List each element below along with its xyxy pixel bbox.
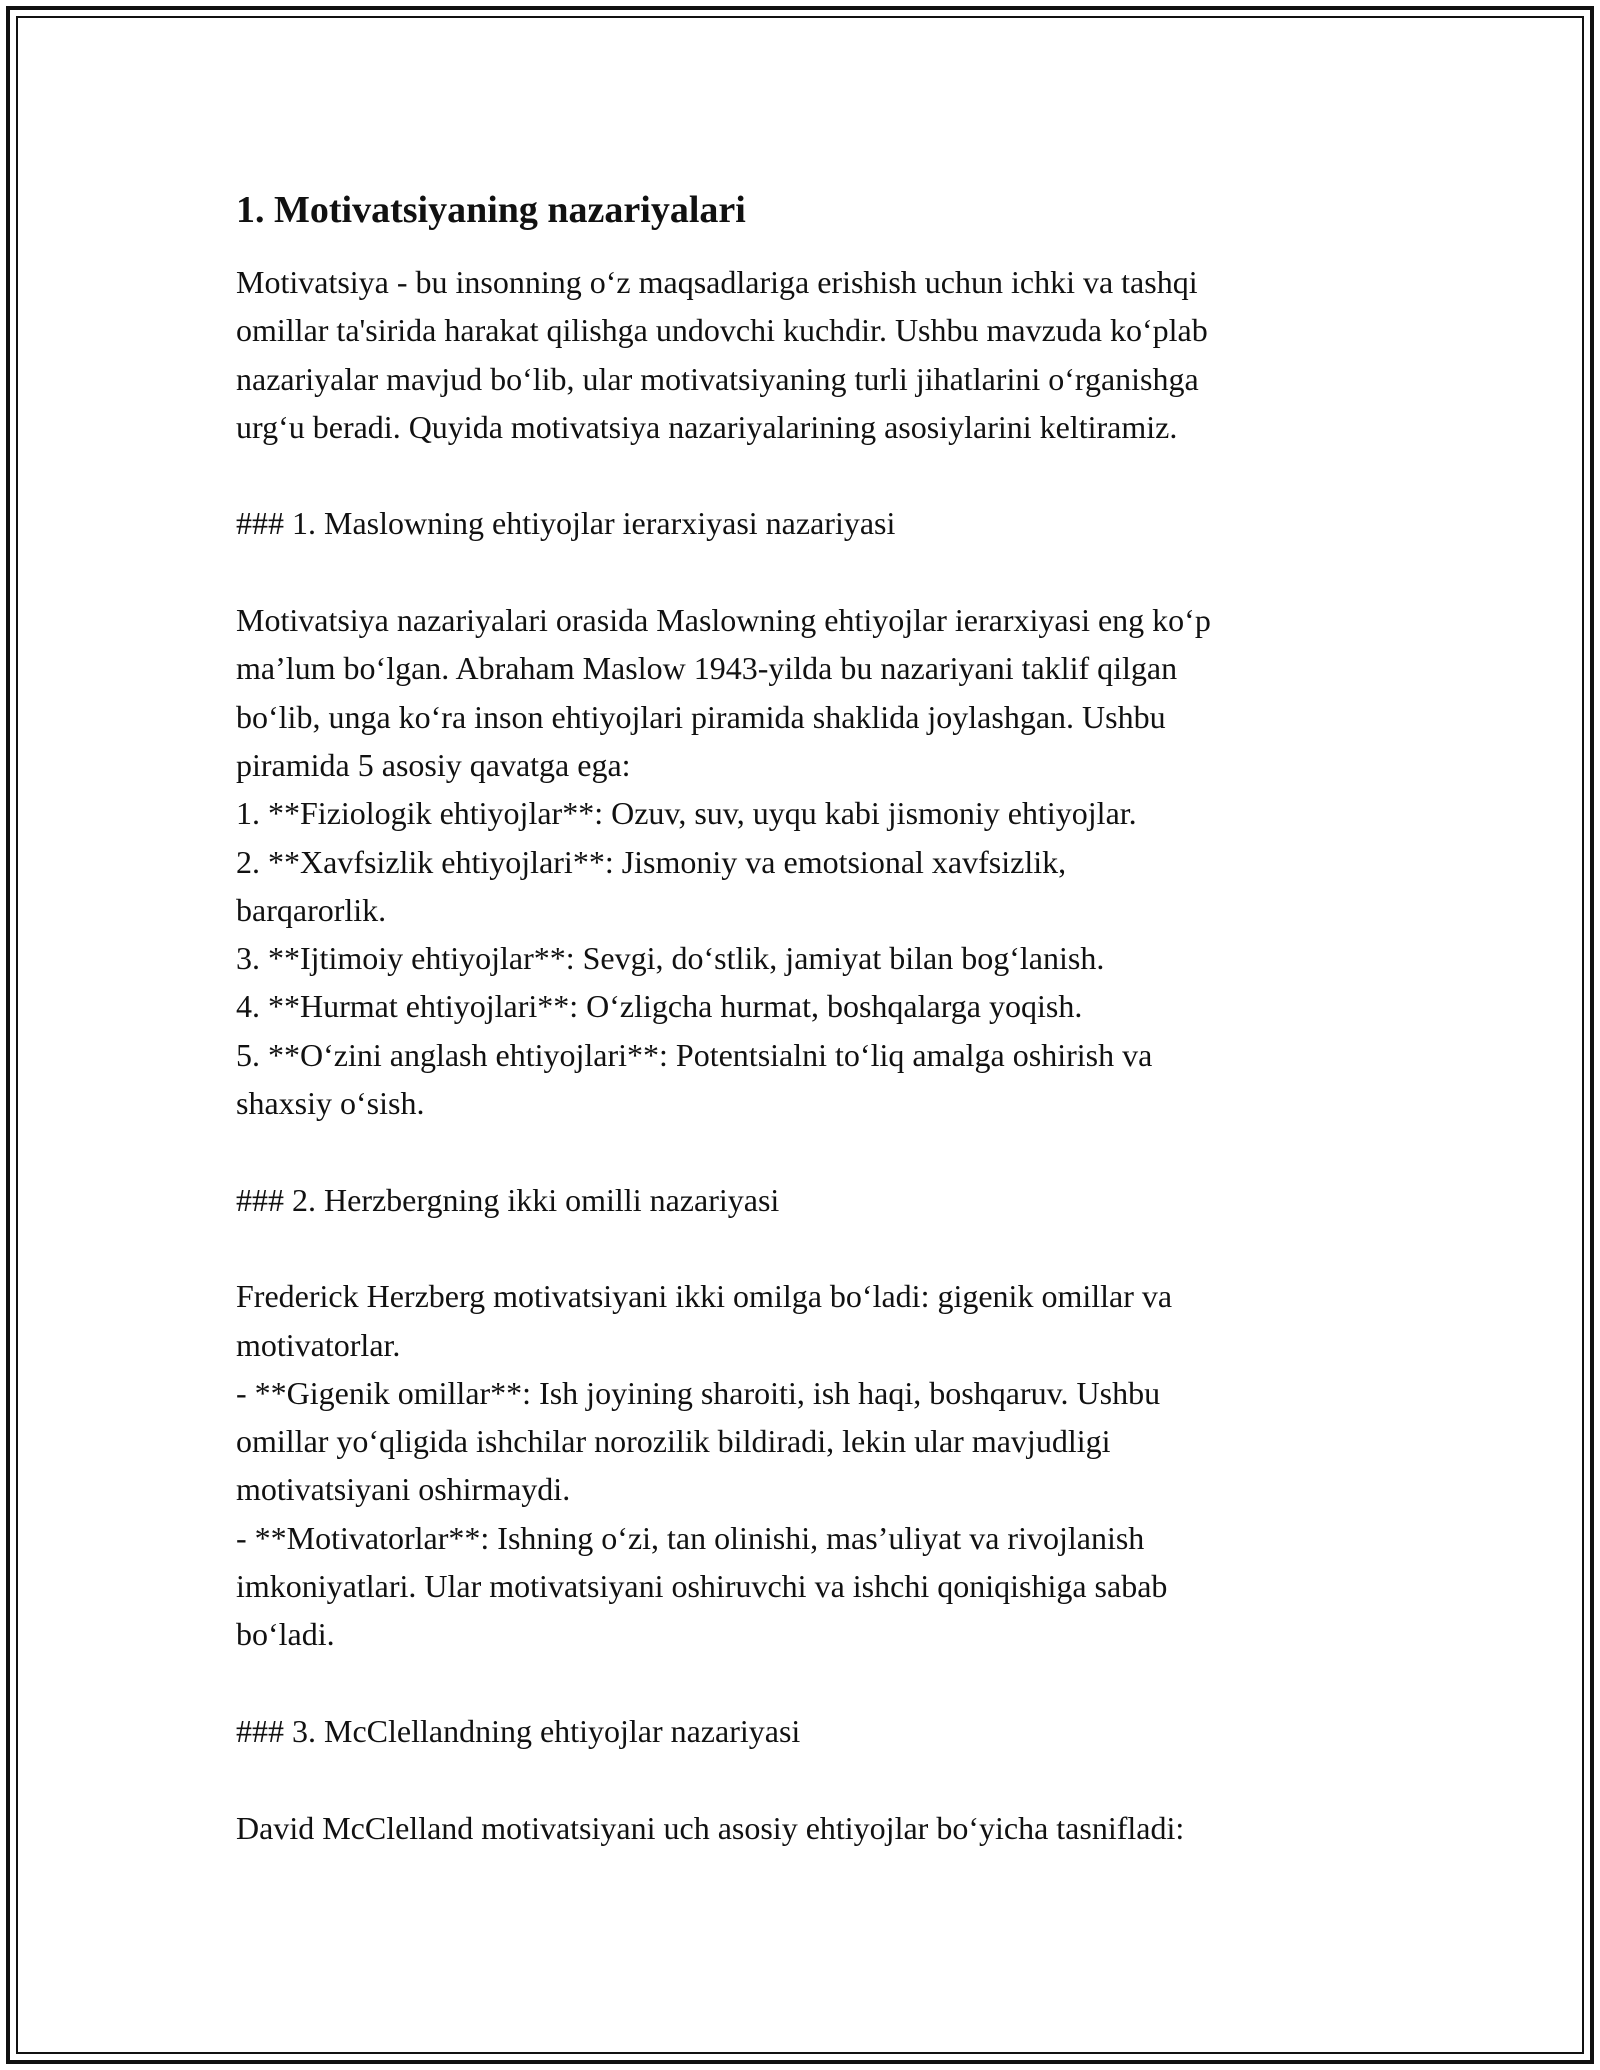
intro-line: omillar ta'sirida harakat qilishga undovchi kuchdir. Ushbu mavzuda ko‘plab xyxy=(236,312,1208,349)
section-heading-maslow: ### 1. Maslowning ehtiyojlar ierarxiyasi nazariyasi xyxy=(236,505,896,542)
maslow-list-item: 1. **Fiziologik ehtiyojlar**: Ozuv, suv, uyqu kabi jismoniy ehtiyojlar. xyxy=(236,795,1137,832)
herzberg-list-item: omillar yo‘qligida ishchilar norozilik bildiradi, lekin ular mavjudligi xyxy=(236,1423,1111,1460)
maslow-line: Motivatsiya nazariyalari orasida Maslowning ehtiyojlar ierarxiyasi eng ko‘p xyxy=(236,602,1211,639)
section-heading-mcclelland: ### 3. McClellandning ehtiyojlar nazariyasi xyxy=(236,1712,801,1749)
maslow-list-item: 5. **O‘zini anglash ehtiyojlari**: Potentsialni to‘liq amalga oshirish va xyxy=(236,1036,1153,1073)
blank-line xyxy=(236,1224,1376,1272)
herzberg-paragraph xyxy=(236,1272,1376,1658)
section-heading-herzberg: ### 2. Herzbergning ikki omilli nazariyasi xyxy=(236,1181,780,1218)
herzberg-list-item: - **Gigenik omillar**: Ish joyining sharoiti, ish haqi, boshqaruv. Ushbu xyxy=(236,1374,1161,1411)
mcclelland-line: David McClelland motivatsiyani uch asosiy ehtiyojlar bo‘yicha tasnifladi: xyxy=(236,1809,1185,1846)
document-body xyxy=(236,184,1376,1852)
intro-paragraph xyxy=(236,258,1376,451)
maslow-list-item: 4. **Hurmat ehtiyojlari**: O‘zligcha hurmat, boshqalarga yoqish. xyxy=(236,988,1083,1025)
blank-line xyxy=(236,451,1376,499)
maslow-list-item: 3. **Ijtimoiy ehtiyojlar**: Sevgi, do‘stlik, jamiyat bilan bog‘lanish. xyxy=(236,940,1105,977)
blank-line xyxy=(236,548,1376,596)
herzberg-list-item: - **Motivatorlar**: Ishning o‘zi, tan olinishi, mas’uliyat va rivojlanish xyxy=(236,1519,1145,1556)
maslow-line: piramida 5 asosiy qavatga ega: xyxy=(236,746,631,783)
herzberg-line: motivatorlar. xyxy=(236,1326,401,1363)
herzberg-line: Frederick Herzberg motivatsiyani ikki omilga bo‘ladi: gigenik omillar va xyxy=(236,1278,1173,1315)
herzberg-list-item: motivatsiyani oshirmaydi. xyxy=(236,1471,571,1508)
herzberg-list-item: bo‘ladi. xyxy=(236,1616,335,1653)
mcclelland-paragraph xyxy=(236,1804,1376,1852)
intro-line: urg‘u beradi. Quyida motivatsiya nazariyalarining asosiylarini keltiramiz. xyxy=(236,408,1178,445)
maslow-paragraph xyxy=(236,596,1376,1127)
herzberg-list-item: imkoniyatlari. Ular motivatsiyani oshiruvchi va ishchi qoniqishiga sabab xyxy=(236,1568,1168,1605)
intro-line: nazariyalar mavjud bo‘lib, ular motivatsiyaning turli jihatlarini o‘rganishga xyxy=(236,360,1199,397)
blank-line xyxy=(236,1127,1376,1175)
intro-line: Motivatsiya - bu insonning o‘z maqsadlariga erishish uchun ichki va tashqi xyxy=(236,264,1198,300)
maslow-list-item: 2. **Xavfsizlik ehtiyojlari**: Jismoniy va emotsional xavfsizlik, xyxy=(236,843,1067,880)
maslow-list-item: barqarorlik. xyxy=(236,891,387,928)
maslow-line: ma’lum bo‘lgan. Abraham Maslow 1943-yilda bu nazariyani taklif qilgan xyxy=(236,650,1178,687)
maslow-line: bo‘lib, unga ko‘ra inson ehtiyojlari piramida shaklida joylashgan. Ushbu xyxy=(236,698,1166,735)
blank-line xyxy=(236,1755,1376,1803)
document-title: 1. Motivatsiyaning nazariyalari xyxy=(236,189,746,231)
maslow-list-item: shaxsiy o‘sish. xyxy=(236,1085,425,1122)
blank-line xyxy=(236,1659,1376,1707)
